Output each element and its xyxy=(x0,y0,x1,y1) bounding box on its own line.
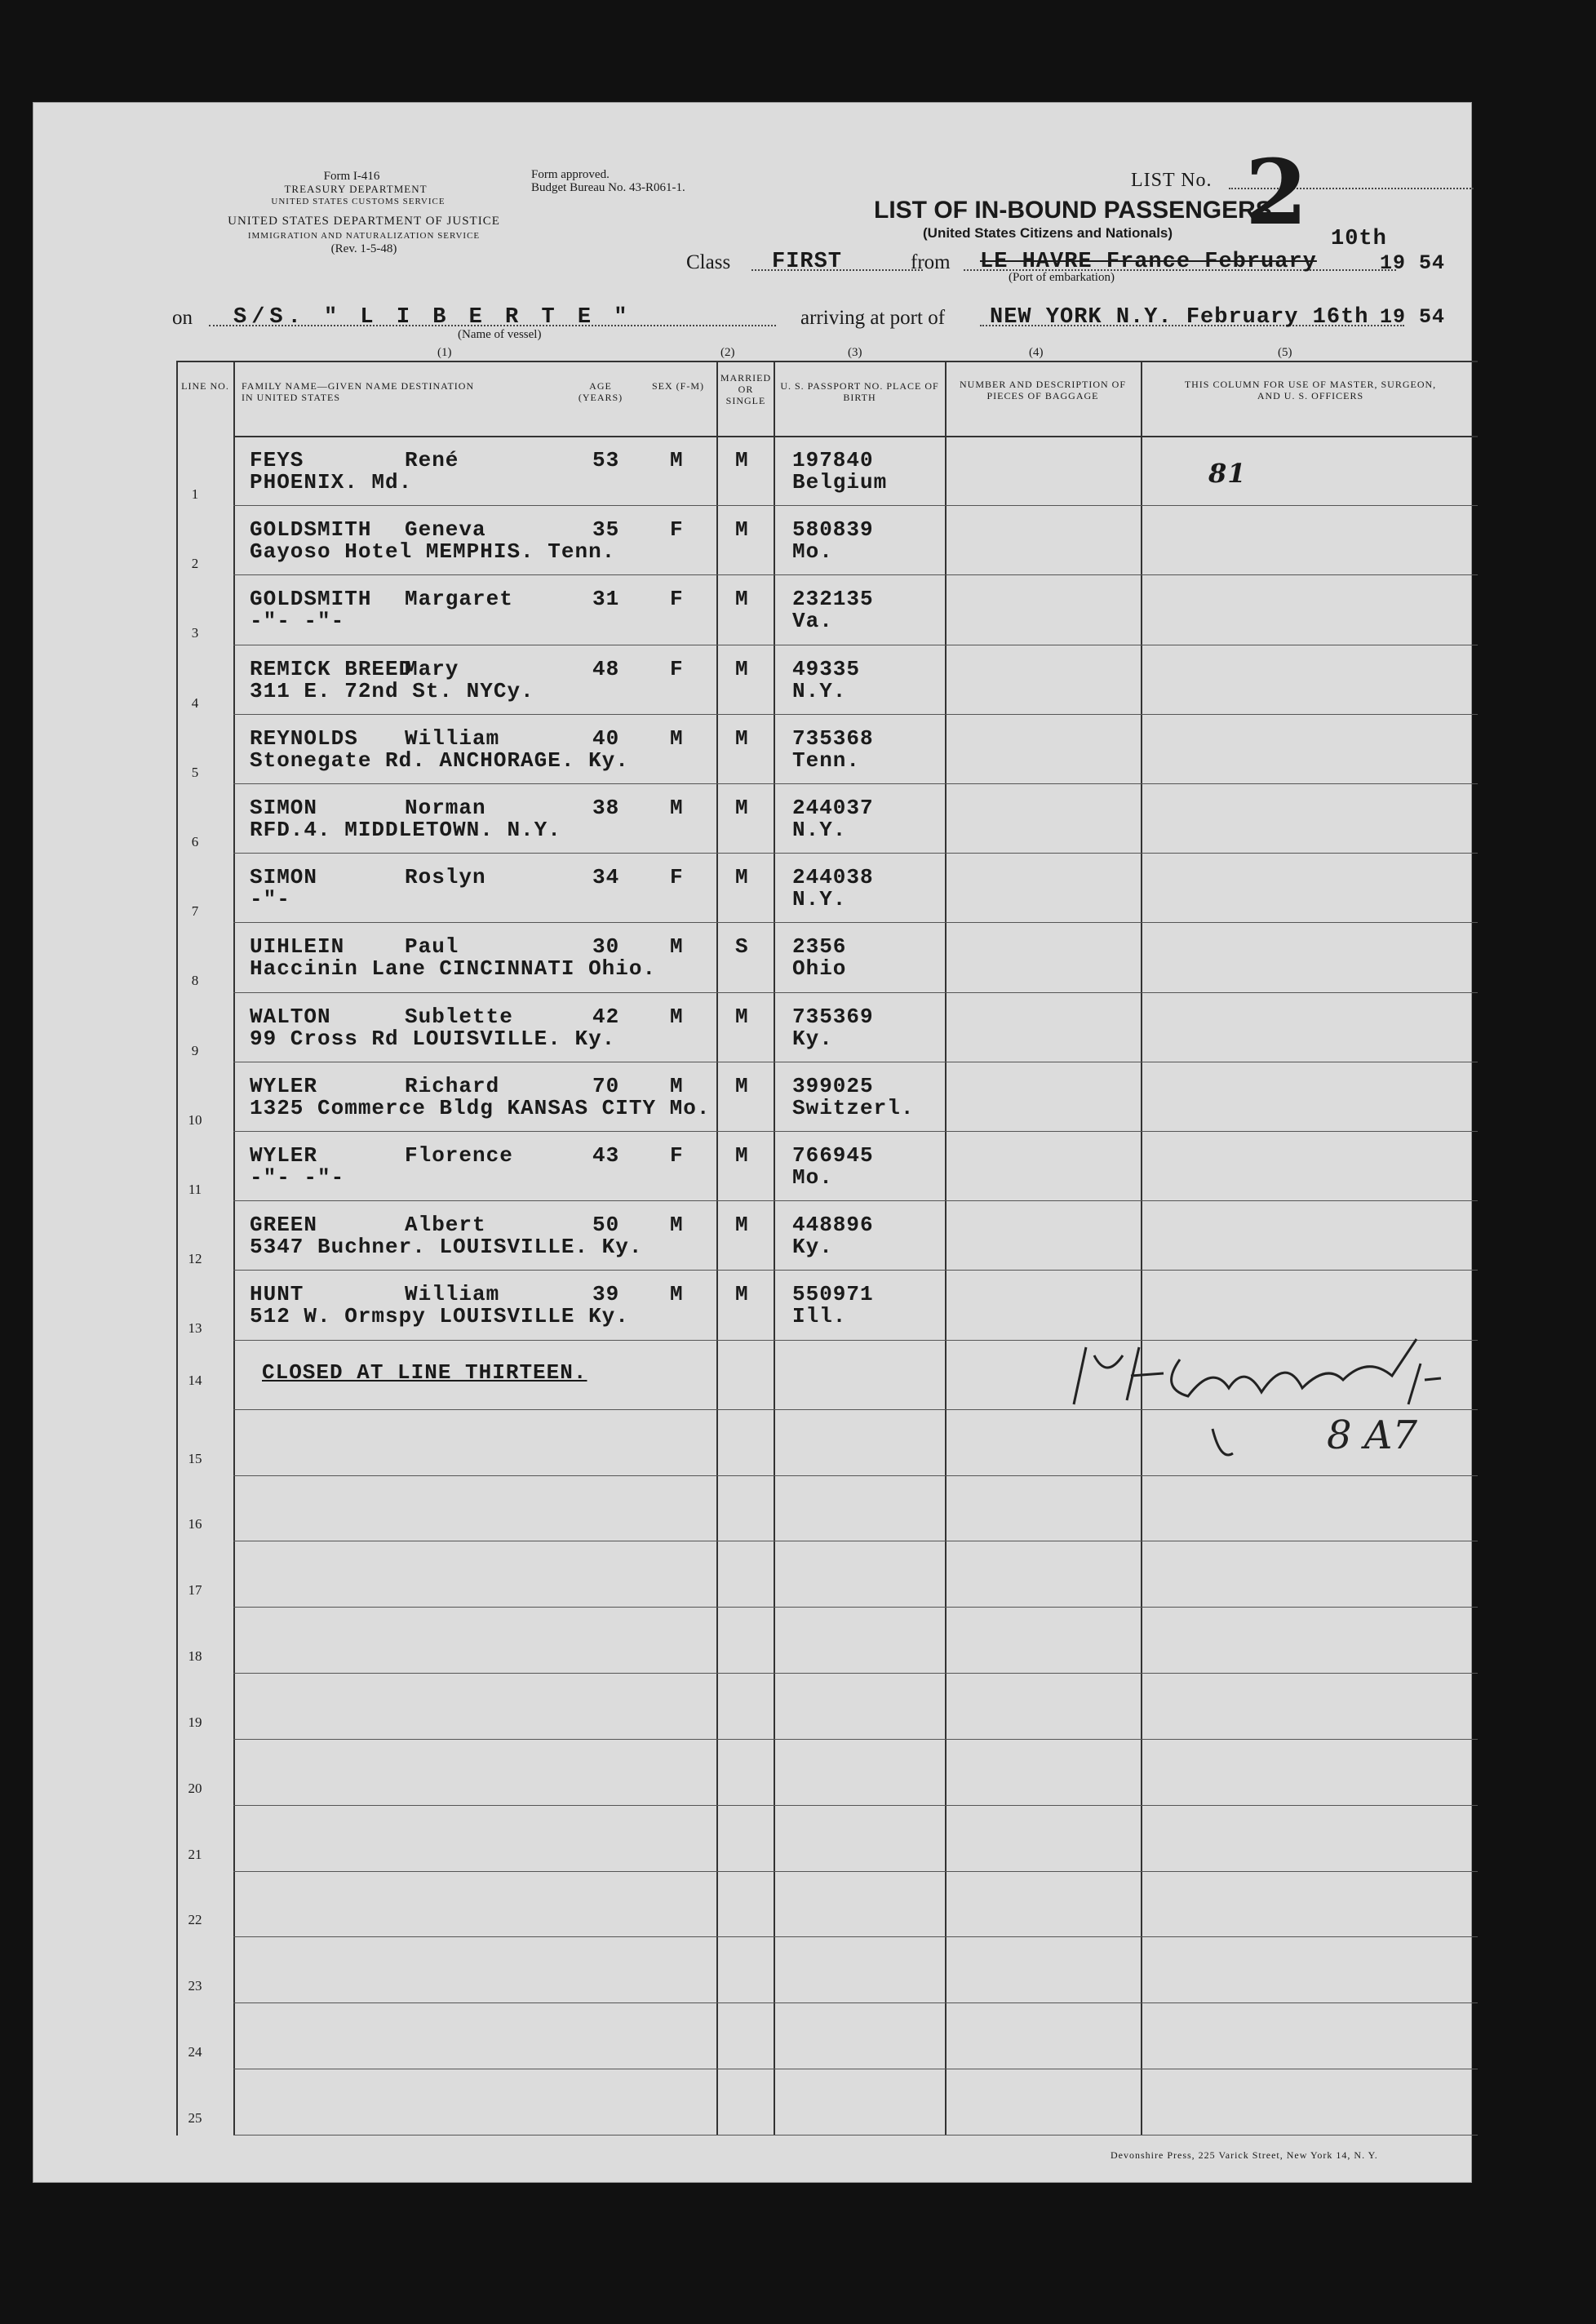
line-number: 21 xyxy=(188,1846,202,1862)
document-title: LIST OF IN-BOUND PASSENGERS xyxy=(874,197,1272,224)
row-separator xyxy=(233,1131,1478,1132)
marital-status: M xyxy=(735,725,749,751)
row-separator xyxy=(233,1673,1478,1674)
from-value: LE HAVRE France February xyxy=(980,250,1317,274)
passport-number: 232135 xyxy=(792,587,874,612)
passport-number: 244038 xyxy=(792,865,874,890)
age: 34 xyxy=(592,865,620,890)
place-of-birth: Mo. xyxy=(792,539,833,565)
marital-status: M xyxy=(735,448,749,472)
age: 70 xyxy=(592,1073,620,1098)
age: 31 xyxy=(592,587,620,612)
col-header-name: FAMILY NAME—GIVEN NAME DESTINATION IN UNITED STATES xyxy=(242,380,475,403)
line-number: 6 xyxy=(191,834,199,849)
given-name: William xyxy=(405,1282,500,1307)
age: 35 xyxy=(592,517,620,543)
sex: M xyxy=(670,725,684,751)
departure-year: 19 54 xyxy=(1380,251,1446,275)
list-number: 2 xyxy=(1245,140,1308,245)
destination: 512 W. Ormspy LOUISVILLE Ky. xyxy=(250,1304,629,1329)
row-separator xyxy=(233,1936,1478,1937)
col-header-officers: THIS COLUMN FOR USE OF MASTER, SURGEON, AND U. S. OFFICERS xyxy=(1184,379,1437,401)
row-separator xyxy=(233,2002,1478,2003)
place-of-birth: Ill. xyxy=(792,1304,847,1329)
line-number: 20 xyxy=(188,1780,202,1796)
given-name: Albert xyxy=(405,1213,486,1238)
arrival-year: 19 54 xyxy=(1380,305,1446,329)
place-of-birth: Switzerl. xyxy=(792,1095,915,1120)
budget-bureau: Budget Bureau No. 43-R061-1. xyxy=(531,181,685,194)
line-number: 19 xyxy=(188,1714,202,1730)
family-name: WYLER xyxy=(250,1143,318,1168)
sex: M xyxy=(670,1213,684,1238)
col-header-sex: SEX (F-M) xyxy=(651,380,704,392)
place-of-birth: Belgium xyxy=(792,470,888,495)
class-label: Class xyxy=(686,251,731,273)
line-number: 24 xyxy=(188,2044,202,2060)
place-of-birth: N.Y. xyxy=(792,818,847,842)
passport-number: 766945 xyxy=(792,1143,874,1168)
row-separator xyxy=(233,1871,1478,1872)
officer-note: 81 xyxy=(1208,458,1247,489)
form-approved: Form approved. xyxy=(531,168,610,181)
given-name: Florence xyxy=(405,1143,513,1168)
col-number-4: (4) xyxy=(1029,346,1044,359)
sex: F xyxy=(670,1143,684,1168)
family-name: FEYS xyxy=(250,448,304,472)
passport-number: 399025 xyxy=(792,1073,874,1098)
printer-footer: Devonshire Press, 225 Varick Street, New York 14, N. Y. xyxy=(1111,2149,1378,2161)
marital-status: M xyxy=(735,1004,749,1029)
place-of-birth: Mo. xyxy=(792,1165,833,1190)
row-separator xyxy=(233,992,1478,993)
row-separator xyxy=(233,1200,1478,1201)
family-name: GOLDSMITH xyxy=(250,587,372,612)
destination: Stonegate Rd. ANCHORAGE. Ky. xyxy=(250,747,629,773)
document-subtitle: (United States Citizens and Nationals) xyxy=(923,225,1173,241)
family-name: WALTON xyxy=(250,1004,331,1029)
sex: M xyxy=(670,1282,684,1307)
row-separator xyxy=(233,2135,1478,2136)
marital-status: M xyxy=(735,1213,749,1238)
line-number: 16 xyxy=(188,1516,202,1532)
col-number-2: (2) xyxy=(720,346,735,359)
marital-status: M xyxy=(735,517,749,543)
row-separator xyxy=(233,574,1478,575)
row-separator xyxy=(233,714,1478,715)
col-number-1: (1) xyxy=(437,346,452,359)
destination: -"- -"- xyxy=(250,1165,345,1190)
line-number: 11 xyxy=(188,1182,202,1197)
passport-number: 550971 xyxy=(792,1282,874,1307)
vessel-label: (Name of vessel) xyxy=(458,328,542,341)
marital-status: M xyxy=(735,1282,749,1307)
treasury-dept: TREASURY DEPARTMENT xyxy=(284,183,428,195)
place-of-birth: Va. xyxy=(792,609,833,634)
passport-number: 49335 xyxy=(792,656,861,681)
destination: -"- xyxy=(250,887,290,912)
passport-number: 448896 xyxy=(792,1213,874,1238)
given-name: Sublette xyxy=(405,1004,513,1029)
departure-day: 10th xyxy=(1331,227,1387,251)
closing-note: CLOSED AT LINE THIRTEEN. xyxy=(262,1359,587,1385)
sex: F xyxy=(670,587,684,612)
marital-status: M xyxy=(735,796,749,820)
col-header-passport: U. S. PASSPORT NO. PLACE OF BIRTH xyxy=(780,380,939,403)
col-header-baggage: NUMBER AND DESCRIPTION OF PIECES OF BAGGAGE xyxy=(959,379,1127,401)
line-number: 22 xyxy=(188,1912,202,1928)
sex: M xyxy=(670,448,684,472)
line-number: 3 xyxy=(191,625,199,641)
place-of-birth: Ky. xyxy=(792,1235,833,1260)
line-number: 12 xyxy=(188,1251,202,1267)
row-separator xyxy=(233,1270,1478,1271)
col-number-3: (3) xyxy=(848,346,862,359)
given-name: Roslyn xyxy=(405,865,486,890)
passport-number: 735369 xyxy=(792,1004,874,1029)
from-label: from xyxy=(911,251,951,273)
age: 48 xyxy=(592,656,620,681)
family-name: SIMON xyxy=(250,796,318,820)
destination: 99 Cross Rd LOUISVILLE. Ky. xyxy=(250,1026,616,1051)
given-name: René xyxy=(405,448,459,472)
place-of-birth: N.Y. xyxy=(792,887,847,912)
marital-status: S xyxy=(735,934,749,960)
marital-status: M xyxy=(735,1073,749,1098)
sex: F xyxy=(670,517,684,543)
on-label: on xyxy=(172,307,193,329)
age: 50 xyxy=(592,1213,620,1238)
vessel-name: S/S. " L I B E R T E " xyxy=(233,305,632,330)
line-number: 14 xyxy=(188,1372,202,1388)
line-number: 13 xyxy=(188,1320,202,1337)
ins-heading: IMMIGRATION AND NATURALIZATION SERVICE xyxy=(247,231,481,241)
sex: M xyxy=(670,1004,684,1029)
sex: M xyxy=(670,934,684,960)
line-number: 17 xyxy=(188,1582,202,1599)
list-no-label: LIST No. xyxy=(1131,170,1213,191)
line-number: 10 xyxy=(188,1111,202,1128)
line-number: 23 xyxy=(188,1978,202,1994)
line-number: 7 xyxy=(191,903,199,920)
row-separator xyxy=(233,1805,1478,1806)
signature-note: 8 A7 xyxy=(1327,1413,1417,1458)
passenger-manifest-page xyxy=(33,102,1472,2183)
line-number: 1 xyxy=(191,486,199,502)
line-number: 5 xyxy=(191,764,199,780)
sex: F xyxy=(670,865,684,890)
destination: 311 E. 72nd St. NYCy. xyxy=(250,678,534,703)
line-number: 9 xyxy=(191,1042,199,1058)
line-number: 15 xyxy=(188,1450,202,1466)
age: 40 xyxy=(592,725,620,751)
line-number: 18 xyxy=(188,1648,202,1665)
class-value: FIRST xyxy=(772,250,843,274)
destination: Haccinin Lane CINCINNATI Ohio. xyxy=(250,956,657,982)
given-name: William xyxy=(405,725,500,751)
family-name: WYLER xyxy=(250,1073,318,1098)
given-name: Norman xyxy=(405,796,486,820)
given-name: Paul xyxy=(405,934,459,960)
family-name: REYNOLDS xyxy=(250,725,358,751)
line-number: 4 xyxy=(191,694,199,711)
family-name: HUNT xyxy=(250,1282,304,1307)
marital-status: M xyxy=(735,1143,749,1168)
form-number: Form I-416 xyxy=(323,170,380,183)
row-separator xyxy=(233,1607,1478,1608)
passport-number: 580839 xyxy=(792,517,874,543)
place-of-birth: Ohio xyxy=(792,956,847,982)
line-number: 8 xyxy=(191,973,199,989)
destination: PHOENIX. Md. xyxy=(250,470,413,495)
sex: M xyxy=(670,1073,684,1098)
marital-status: M xyxy=(735,656,749,681)
age: 30 xyxy=(592,934,620,960)
family-name: REMICK BREED xyxy=(250,656,413,681)
row-separator xyxy=(233,922,1478,923)
port-embark-label: (Port of embarkation) xyxy=(1009,271,1115,284)
officer-signature xyxy=(1057,1331,1514,1486)
destination: RFD.4. MIDDLETOWN. N.Y. xyxy=(250,818,561,842)
revision: (Rev. 1-5-48) xyxy=(330,242,397,255)
passport-number: 197840 xyxy=(792,448,874,472)
given-name: Mary xyxy=(405,656,459,681)
destination: -"- -"- xyxy=(250,609,345,634)
age: 43 xyxy=(592,1143,620,1168)
given-name: Geneva xyxy=(405,517,486,543)
row-separator xyxy=(233,853,1478,854)
arriving-label: arriving at port of xyxy=(800,307,946,329)
age: 39 xyxy=(592,1282,620,1307)
passport-number: 244037 xyxy=(792,796,874,820)
passport-number: 2356 xyxy=(792,934,847,960)
row-separator xyxy=(233,783,1478,784)
col-header-married: MARRIED OR SINGLE xyxy=(720,372,772,406)
row-separator xyxy=(233,505,1478,506)
passport-number: 735368 xyxy=(792,725,874,751)
marital-status: M xyxy=(735,587,749,612)
family-name: SIMON xyxy=(250,865,318,890)
marital-status: M xyxy=(735,865,749,890)
place-of-birth: Tenn. xyxy=(792,747,861,773)
family-name: GREEN xyxy=(250,1213,318,1238)
sex: F xyxy=(670,656,684,681)
line-number: 25 xyxy=(188,2110,202,2126)
arrival-port: NEW YORK N.Y. February 16th xyxy=(990,305,1369,330)
age: 53 xyxy=(592,448,620,472)
line-number: 2 xyxy=(191,556,199,572)
place-of-birth: Ky. xyxy=(792,1026,833,1051)
given-name: Richard xyxy=(405,1073,500,1098)
destination: Gayoso Hotel MEMPHIS. Tenn. xyxy=(250,539,616,565)
family-name: GOLDSMITH xyxy=(250,517,372,543)
age: 38 xyxy=(592,796,620,820)
family-name: UIHLEIN xyxy=(250,934,345,960)
col-header-line: LINE NO. xyxy=(181,380,229,392)
col-number-5: (5) xyxy=(1278,346,1292,359)
destination: 5347 Buchner. LOUISVILLE. Ky. xyxy=(250,1235,643,1260)
place-of-birth: N.Y. xyxy=(792,678,847,703)
given-name: Margaret xyxy=(405,587,513,612)
doj-heading: UNITED STATES DEPARTMENT OF JUSTICE xyxy=(228,215,500,228)
age: 42 xyxy=(592,1004,620,1029)
sex: M xyxy=(670,796,684,820)
destination: 1325 Commerce Bldg KANSAS CITY Mo. xyxy=(250,1095,711,1120)
customs-service: UNITED STATES CUSTOMS SERVICE xyxy=(271,197,446,206)
row-separator xyxy=(233,1739,1478,1740)
col-header-age: AGE (YEARS) xyxy=(578,380,623,403)
